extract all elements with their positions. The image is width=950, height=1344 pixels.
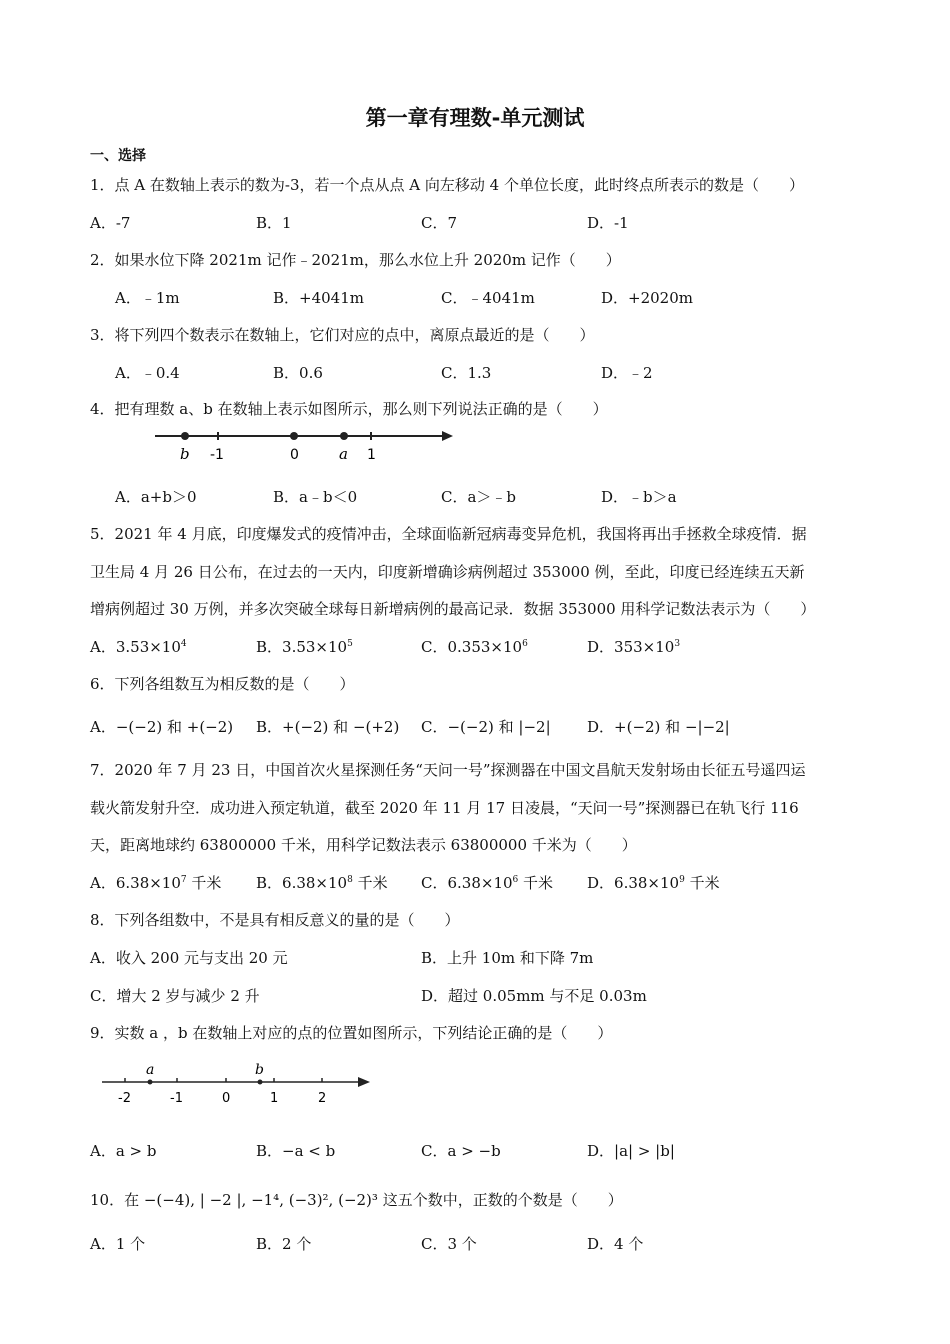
- question-3: 3．将下列四个数表示在数轴上，它们对应的点中，离原点最近的是（ ）: [90, 326, 595, 344]
- q4-point-0: [290, 432, 298, 440]
- q6-option-a[interactable]: A．−(−2) 和 +(−2): [90, 718, 234, 736]
- q1-option-a[interactable]: A．-7: [90, 214, 131, 232]
- question-6: 6．下列各组数互为相反数的是（ ）: [90, 675, 355, 693]
- q9-option-b[interactable]: B．−a < b: [256, 1142, 336, 1160]
- question-5-line-3: 增病例超过 30 万例，并多次突破全球每日新增病例的最高记录．数据 353000 用科学记数法表示为（ ）: [90, 600, 816, 618]
- question-5-line-1: 5．2021 年 4 月底，印度爆发式的疫情冲击，全球面临新冠病毒变异危机，我国将再出手拯救全球疫情．据: [90, 525, 807, 543]
- q4-option-c[interactable]: C．a＞﹣b: [441, 488, 517, 506]
- q9-tick-label-2: 2: [318, 1091, 327, 1106]
- q4-number-line: [150, 424, 460, 464]
- q9-option-d[interactable]: D．|a| > |b|: [587, 1142, 675, 1160]
- q4-label-0: 0: [290, 447, 299, 463]
- q10-option-a[interactable]: A．1 个: [90, 1235, 146, 1253]
- q7-option-b[interactable]: B．$6.38\times 10^8$ 千米: [256, 874, 388, 892]
- question-7-line-3: 天，距离地球约 63800000 千米，用科学记数法表示 63800000 千米为（ ）: [90, 836, 637, 854]
- q4-option-a[interactable]: A．a+b＞0: [115, 488, 197, 506]
- q9-axis-arrow: [358, 1077, 370, 1087]
- q9-label-b: b: [255, 1062, 264, 1078]
- question-2: 2．如果水位下降 2021m 记作﹣2021m，那么水位上升 2020m 记作（ ）: [90, 251, 621, 269]
- q4-label-neg1: -1: [210, 447, 224, 463]
- q8-option-d[interactable]: D．超过 0.05mm 与不足 0.03m: [421, 987, 647, 1005]
- q6-option-b[interactable]: B．+(−2) 和 −(+2): [256, 718, 400, 736]
- q4-label-1: 1: [367, 447, 376, 463]
- q8-option-b[interactable]: B．上升 10m 和下降 7m: [421, 949, 594, 967]
- q9-number-line: [100, 1060, 380, 1110]
- page-title: 第一章有理数-单元测试: [365, 106, 585, 130]
- q9-option-c[interactable]: C．a > −b: [421, 1142, 501, 1160]
- question-10: 10．在 −(−4), | −2 |, −1⁴, (−3)², (−2)³ 这五个数中，正数的个数是（ ）: [90, 1191, 623, 1209]
- q4-option-b[interactable]: B．a﹣b＜0: [273, 488, 358, 506]
- section-heading: 一、选择: [90, 148, 146, 164]
- q4-option-d[interactable]: D．﹣b＞a: [601, 488, 677, 506]
- question-5-line-2: 卫生局 4 月 26 日公布，在过去的一天内，印度新增确诊病例超过 353000 例，至此，印度已经连续五天新: [90, 563, 805, 581]
- q9-point-b: [258, 1080, 263, 1085]
- q6-option-d[interactable]: D．+(−2) 和 −|−2|: [587, 718, 730, 736]
- question-7-line-1: 7．2020 年 7 月 23 日，中国首次火星探测任务“天问一号”探测器在中国文昌航天发射场由长征五号遥四运: [90, 761, 806, 779]
- q4-label-b: b: [180, 445, 190, 463]
- q4-label-a: a: [339, 445, 348, 463]
- q9-label-a: a: [146, 1062, 155, 1078]
- q3-option-d[interactable]: D．﹣2: [601, 364, 653, 382]
- q2-option-d[interactable]: D．+2020m: [601, 289, 693, 307]
- q2-option-b[interactable]: B．+4041m: [273, 289, 364, 307]
- q4-axis-arrow: [442, 431, 453, 441]
- q9-tick-label-0: 0: [222, 1091, 231, 1106]
- q1-option-d[interactable]: D．-1: [587, 214, 629, 232]
- q8-option-a[interactable]: A．收入 200 元与支出 20 元: [90, 949, 288, 967]
- q2-option-c[interactable]: C．﹣4041m: [441, 289, 535, 307]
- q9-tick-label-neg1: -1: [170, 1091, 183, 1106]
- q4-point-b: [181, 432, 189, 440]
- q1-option-b[interactable]: B．1: [256, 214, 292, 232]
- q10-option-d[interactable]: D．4 个: [587, 1235, 644, 1253]
- q2-option-a[interactable]: A．﹣1m: [115, 289, 180, 307]
- q7-option-a[interactable]: A．$6.38\times 10^7$ 千米: [90, 874, 222, 892]
- q7-option-d[interactable]: D．$6.38\times 10^9$ 千米: [587, 874, 720, 892]
- q9-point-a: [148, 1080, 153, 1085]
- question-1: 1．点 A 在数轴上表示的数为-3，若一个点从点 A 向左移动 4 个单位长度，此时终点所表示的数是（ ）: [90, 176, 804, 194]
- q5-option-c[interactable]: C．$0.353\times 10^6$: [421, 638, 528, 656]
- q5-option-a[interactable]: A．$3.53\times 10^4$: [90, 638, 187, 656]
- question-4: 4．把有理数 a、b 在数轴上表示如图所示，那么则下列说法正确的是（ ）: [90, 400, 608, 418]
- q3-option-b[interactable]: B．0.6: [273, 364, 323, 382]
- q9-tick-label-1: 1: [270, 1091, 279, 1106]
- question-8: 8．下列各组数中，不是具有相反意义的量的是（ ）: [90, 911, 460, 929]
- q5-option-b[interactable]: B．$3.53\times 10^5$: [256, 638, 353, 656]
- q3-option-c[interactable]: C．1.3: [441, 364, 492, 382]
- q3-option-a[interactable]: A．﹣0.4: [115, 364, 180, 382]
- q1-option-c[interactable]: C．7: [421, 214, 458, 232]
- question-7-line-2: 载火箭发射升空．成功进入预定轨道，截至 2020 年 11 月 17 日凌晨，“天问一号”探测器已在轨飞行 116: [90, 799, 799, 817]
- q5-option-d[interactable]: D．$353\times 10^3$: [587, 638, 681, 656]
- q10-option-c[interactable]: C．3 个: [421, 1235, 477, 1253]
- q8-option-c[interactable]: C．增大 2 岁与减少 2 升: [90, 987, 260, 1005]
- q9-option-a[interactable]: A．a > b: [90, 1142, 157, 1160]
- q7-option-c[interactable]: C．$6.38\times 10^6$ 千米: [421, 874, 554, 892]
- q4-point-a: [340, 432, 348, 440]
- q6-option-c[interactable]: C．−(−2) 和 |−2|: [421, 718, 551, 736]
- q10-option-b[interactable]: B．2 个: [256, 1235, 312, 1253]
- question-9: 9．实数 a ，b 在数轴上对应的点的位置如图所示，下列结论正确的是（ ）: [90, 1024, 613, 1042]
- q9-tick-label-neg2: -2: [118, 1091, 131, 1106]
